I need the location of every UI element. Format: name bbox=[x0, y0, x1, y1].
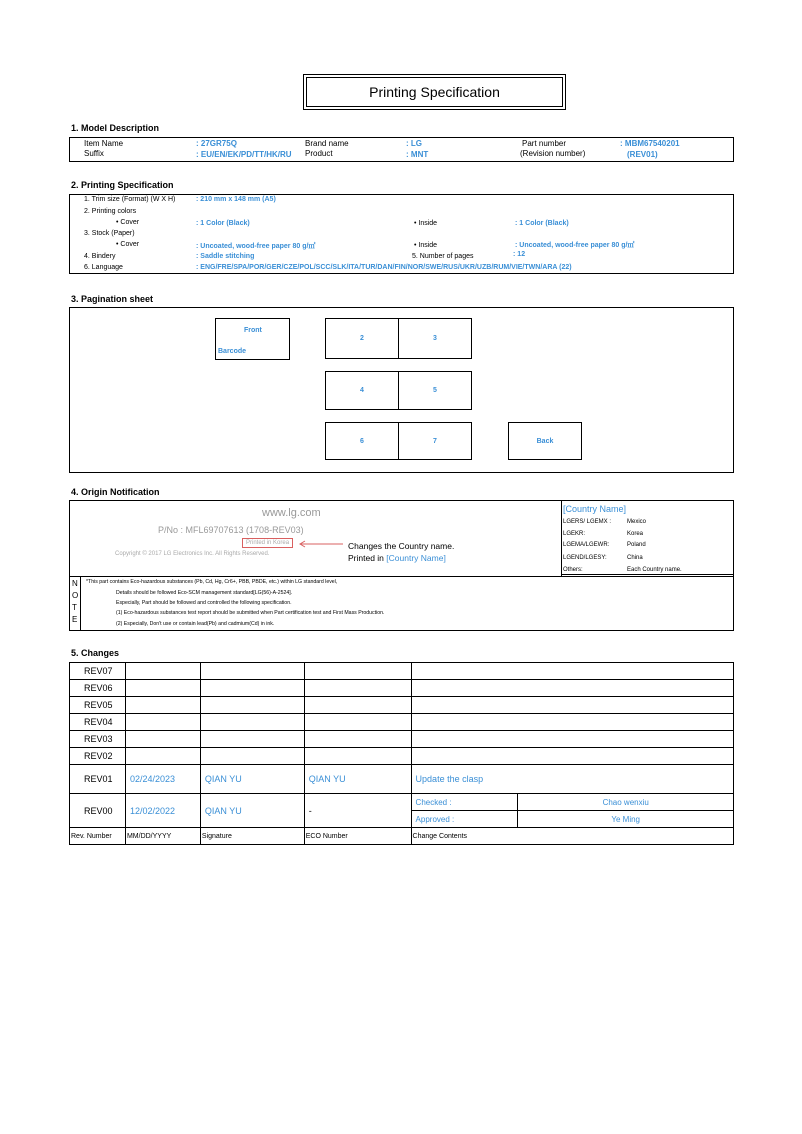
approved-label: Approved : bbox=[411, 811, 518, 828]
suffix-label: Suffix bbox=[84, 149, 104, 158]
revision-label: (Revision number) bbox=[520, 149, 586, 158]
rev-cell: REV05 bbox=[70, 697, 126, 714]
table-row bbox=[70, 663, 734, 680]
page-box: 3 bbox=[398, 318, 472, 359]
brand-label: Brand name bbox=[305, 139, 349, 148]
printing-heading: 2. Printing Specification bbox=[71, 180, 174, 190]
page-box: 6 bbox=[325, 422, 399, 460]
item-name-value: 27GR75Q bbox=[200, 139, 237, 148]
country-name: Mexico bbox=[627, 519, 647, 525]
footer-contents: Change Contents bbox=[411, 828, 733, 845]
rev-cell: REV07 bbox=[70, 663, 126, 680]
inside-color-value: 1 Color (Black) bbox=[519, 220, 569, 227]
table-row bbox=[70, 680, 734, 697]
barcode-label: Barcode bbox=[218, 348, 247, 355]
colon: : bbox=[515, 242, 518, 249]
note-divider bbox=[80, 576, 81, 631]
signature-cell: QIAN YU bbox=[200, 794, 304, 828]
table-row bbox=[70, 714, 734, 731]
colon: : bbox=[196, 220, 199, 227]
colon: : bbox=[196, 196, 199, 203]
colors-label: 2. Printing colors bbox=[84, 208, 137, 215]
table-row bbox=[70, 731, 734, 748]
revision-value: (REV01) bbox=[627, 150, 658, 159]
table-row bbox=[70, 828, 734, 845]
bindery-label: 4. Bindery bbox=[84, 253, 116, 260]
table-row bbox=[70, 748, 734, 765]
note-letter: T bbox=[72, 603, 77, 612]
signature-cell: QIAN YU bbox=[200, 765, 304, 794]
printing-box bbox=[69, 194, 734, 274]
pages-label: 5. Number of pages bbox=[412, 253, 474, 260]
pagination-heading: 3. Pagination sheet bbox=[71, 294, 154, 304]
page-box: 7 bbox=[398, 422, 472, 460]
part-label: Part number bbox=[522, 139, 567, 148]
inside-paper-value: Uncoated, wood-free paper 80 g/㎡ bbox=[519, 242, 635, 249]
origin-heading: 4. Origin Notification bbox=[71, 487, 160, 497]
note-letter: N bbox=[72, 579, 78, 588]
suffix-value: EU/EN/EK/PD/TT/HK/RU bbox=[200, 150, 292, 159]
footer-rev: Rev. Number bbox=[70, 828, 126, 845]
country-name: China bbox=[627, 555, 643, 561]
colon: : bbox=[406, 150, 409, 159]
country-header: [Country Name] bbox=[563, 504, 627, 514]
brand-value: LG bbox=[410, 139, 423, 148]
inside-label: • Inside bbox=[414, 220, 438, 227]
table-row bbox=[70, 765, 734, 794]
page-box: 5 bbox=[398, 371, 472, 410]
note-line: (1) Eco-hazardous substances test report should be submitted when Part certification test and First Mass Production. bbox=[116, 610, 385, 616]
changes-line: Changes the Country name. bbox=[348, 541, 455, 551]
eco-cell: - bbox=[304, 794, 411, 828]
note-line: Details should be followed Eco-SCM management standard[LG(56)-A-2524]. bbox=[116, 590, 293, 596]
inside-label-2: • Inside bbox=[414, 242, 438, 249]
rev-cell: REV03 bbox=[70, 731, 126, 748]
colon: : bbox=[196, 264, 199, 271]
colon: : bbox=[196, 139, 199, 148]
page-title: Printing Specification bbox=[306, 77, 563, 107]
country-code: LGEMA/LGEWR: bbox=[563, 542, 610, 548]
language-value: ENG/FRE/SPA/POR/GER/CZE/POL/SCC/SLK/ITA/TUR/DAN/FIN/NOR/SWE/RUS/UKR/UZB/RUM/VIE/TWN/ARA (22) bbox=[200, 264, 572, 271]
note-letter: O bbox=[72, 591, 79, 600]
country-name: Korea bbox=[627, 531, 644, 537]
note-line: Especially, Part should be followed and controlled the following specification. bbox=[116, 600, 292, 606]
pno-text: P/No : MFL69707613 (1708-REV03) bbox=[158, 525, 304, 535]
page-box: 2 bbox=[325, 318, 399, 359]
model-heading: 1. Model Description bbox=[71, 123, 160, 133]
footer-signature: Signature bbox=[200, 828, 304, 845]
country-code: LGEND/LGESY: bbox=[563, 555, 607, 561]
cover-label-2: • Cover bbox=[116, 241, 140, 248]
bindery-value: Saddle stitching bbox=[200, 253, 255, 260]
footer-eco: ECO Number bbox=[304, 828, 411, 845]
language-label: 6. Language bbox=[84, 264, 123, 271]
colon: : bbox=[196, 243, 199, 250]
table-row bbox=[70, 697, 734, 714]
trim-value: 210 mm x 148 mm (A5) bbox=[200, 196, 276, 203]
stock-label: 3. Stock (Paper) bbox=[84, 230, 135, 237]
colon: : bbox=[406, 139, 409, 148]
product-value: MNT bbox=[410, 150, 429, 159]
colon: : bbox=[515, 220, 518, 227]
contents-cell: Update the clasp bbox=[411, 765, 733, 794]
cover-label: • Cover bbox=[116, 219, 140, 226]
rev-cell: REV00 bbox=[70, 794, 126, 828]
checked-label: Checked : bbox=[411, 794, 518, 811]
pages-value: 12 bbox=[517, 251, 526, 258]
changes-heading: 5. Changes bbox=[71, 648, 120, 658]
rev-cell: REV04 bbox=[70, 714, 126, 731]
back-page-box: Back bbox=[508, 422, 582, 460]
note-line: (2) Especially, Don't use or contain lead(Pb) and cadmium(Cd) in ink. bbox=[116, 621, 275, 627]
colon: : bbox=[196, 150, 199, 159]
approved-value: Ye Ming bbox=[518, 811, 734, 828]
front-label: Front bbox=[244, 327, 262, 334]
copyright-text: Copyright © 2017 LG Electronics Inc. All Rights Reserved. bbox=[115, 551, 270, 557]
rev-cell: REV02 bbox=[70, 748, 126, 765]
printed-in-korea-stamp: Printed in Korea bbox=[242, 538, 293, 548]
note-letter: E bbox=[72, 615, 78, 624]
date-cell: 02/24/2023 bbox=[125, 765, 200, 794]
origin-divider bbox=[69, 576, 734, 577]
item-name-label: Item Name bbox=[84, 139, 124, 148]
rev-cell: REV01 bbox=[70, 765, 126, 794]
red-arrow-icon bbox=[298, 540, 344, 548]
country-placeholder: [Country Name] bbox=[386, 553, 446, 563]
note-line: *This part contains Eco-hazardous substances (Pb, Cd, Hg, Cr6+, PBB, PBDE, etc.) within LG standard level, bbox=[86, 579, 338, 585]
lg-url: www.lg.com bbox=[262, 507, 321, 519]
title-box bbox=[303, 74, 566, 110]
date-cell: 12/02/2022 bbox=[125, 794, 200, 828]
printed-in-text: Printed in bbox=[348, 553, 384, 563]
changes-table bbox=[69, 662, 734, 845]
cover-color-value: 1 Color (Black) bbox=[200, 220, 250, 227]
eco-cell: QIAN YU bbox=[304, 765, 411, 794]
country-name: Poland bbox=[627, 542, 646, 548]
country-code: Others: bbox=[563, 567, 583, 573]
part-value: MBM67540201 bbox=[624, 139, 680, 148]
table-row bbox=[70, 794, 734, 811]
footer-date: MM/DD/YYYY bbox=[125, 828, 200, 845]
country-code: LGERS/ LGEMX : bbox=[563, 519, 612, 525]
cover-paper-value: Uncoated, wood-free paper 80 g/㎡ bbox=[200, 243, 316, 250]
colon: : bbox=[620, 139, 623, 148]
country-underline bbox=[561, 574, 734, 575]
product-label: Product bbox=[305, 149, 333, 158]
trim-label: 1. Trim size (Format) (W X H) bbox=[84, 196, 176, 203]
rev-cell: REV06 bbox=[70, 680, 126, 697]
checked-value: Chao wenxiu bbox=[518, 794, 734, 811]
colon: : bbox=[513, 251, 516, 258]
country-name: Each Country name. bbox=[627, 567, 682, 573]
page-box: 4 bbox=[325, 371, 399, 410]
colon: : bbox=[196, 253, 199, 260]
country-code: LGEKR: bbox=[563, 531, 586, 537]
country-divider bbox=[561, 500, 562, 576]
